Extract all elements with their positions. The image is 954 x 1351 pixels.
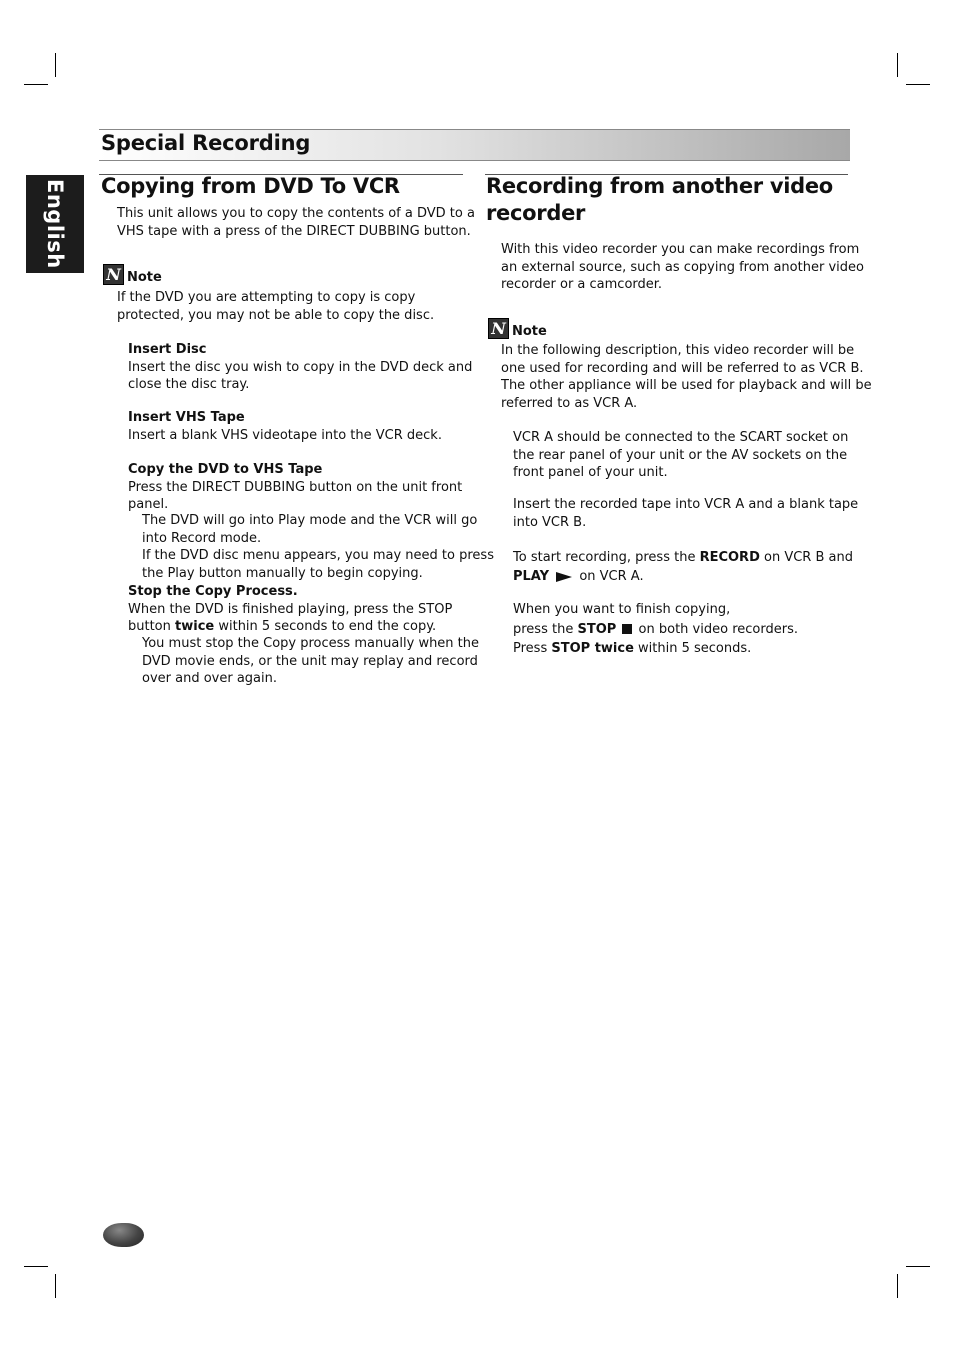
note-label: Note: [512, 324, 547, 339]
left-intro: This unit allows you to copy the contents of a DVD to a VHS tape with a press of the DIRECT DUBBING button.: [117, 206, 475, 239]
crop-mark: [24, 1266, 48, 1267]
right-step-connect: VCR A should be connected to the SCART socket on the rear panel of your unit or the AV sockets on the front panel of your unit.: [513, 430, 849, 480]
step-stop-copy-sub: You must stop the Copy process manually when the DVD movie ends, or the unit may replay and record over and over again.: [142, 636, 480, 686]
step-copy-dvd: Copy the DVD to VHS Tape Press the DIRECT DUBBING button on the unit front panel.: [128, 462, 463, 512]
note-label: Note: [127, 270, 162, 285]
left-heading: Copying from DVD To VCR: [101, 174, 400, 198]
crop-mark: [906, 1266, 930, 1267]
left-note-text: If the DVD you are attempting to copy is copy protected, you may not be able to copy the disc.: [117, 290, 435, 323]
right-step-stop: When you want to finish copying, press the STOP on both video recorders. Press STOP twice within 5 seconds.: [513, 602, 798, 656]
right-step-record: To start recording, press the RECORD on VCR B and PLAY on VCR A.: [513, 550, 853, 584]
note-icon: N: [103, 264, 124, 285]
stop-icon: [622, 624, 632, 634]
right-step-insert: Insert the recorded tape into VCR A and a blank tape into VCR B.: [513, 497, 859, 530]
step-insert-disc: Insert Disc Insert the disc you wish to copy in the DVD deck and close the disc tray.: [128, 342, 473, 392]
note-icon: N: [488, 318, 509, 339]
step-copy-dvd-sub: The DVD will go into Play mode and the VCR will go into Record mode. If the DVD disc menu appears, you may need to press the Play button manually to begin copying.: [142, 513, 494, 581]
language-tab: [26, 175, 84, 273]
page-number-badge: [103, 1223, 144, 1247]
crop-mark: [906, 84, 930, 85]
play-icon: [556, 572, 572, 582]
crop-mark: [55, 1274, 56, 1298]
crop-mark: [897, 1274, 898, 1298]
crop-mark: [55, 53, 56, 77]
right-heading: Recording from another video recorder: [486, 174, 833, 225]
right-intro: With this video recorder you can make recordings from an external source, such as copying from another video recorder or a camcorder.: [501, 242, 864, 292]
crop-mark: [24, 84, 48, 85]
section-title: Special Recording: [101, 131, 311, 155]
step-stop-copy: Stop the Copy Process. When the DVD is finished playing, press the STOP button twice within 5 seconds to end the copy.: [128, 584, 453, 634]
section-header-bar: [99, 129, 850, 161]
right-note-text: In the following description, this video recorder will be one used for recording and will be referred to as VCR B. The other appliance will be used for playback and will be referred to as VCR A.: [501, 343, 872, 411]
language-tab-label: English: [43, 179, 67, 269]
right-note-header: [488, 318, 547, 339]
crop-mark: [897, 53, 898, 77]
left-note-header: [103, 264, 162, 285]
step-insert-tape: Insert VHS Tape Insert a blank VHS videotape into the VCR deck.: [128, 410, 442, 443]
